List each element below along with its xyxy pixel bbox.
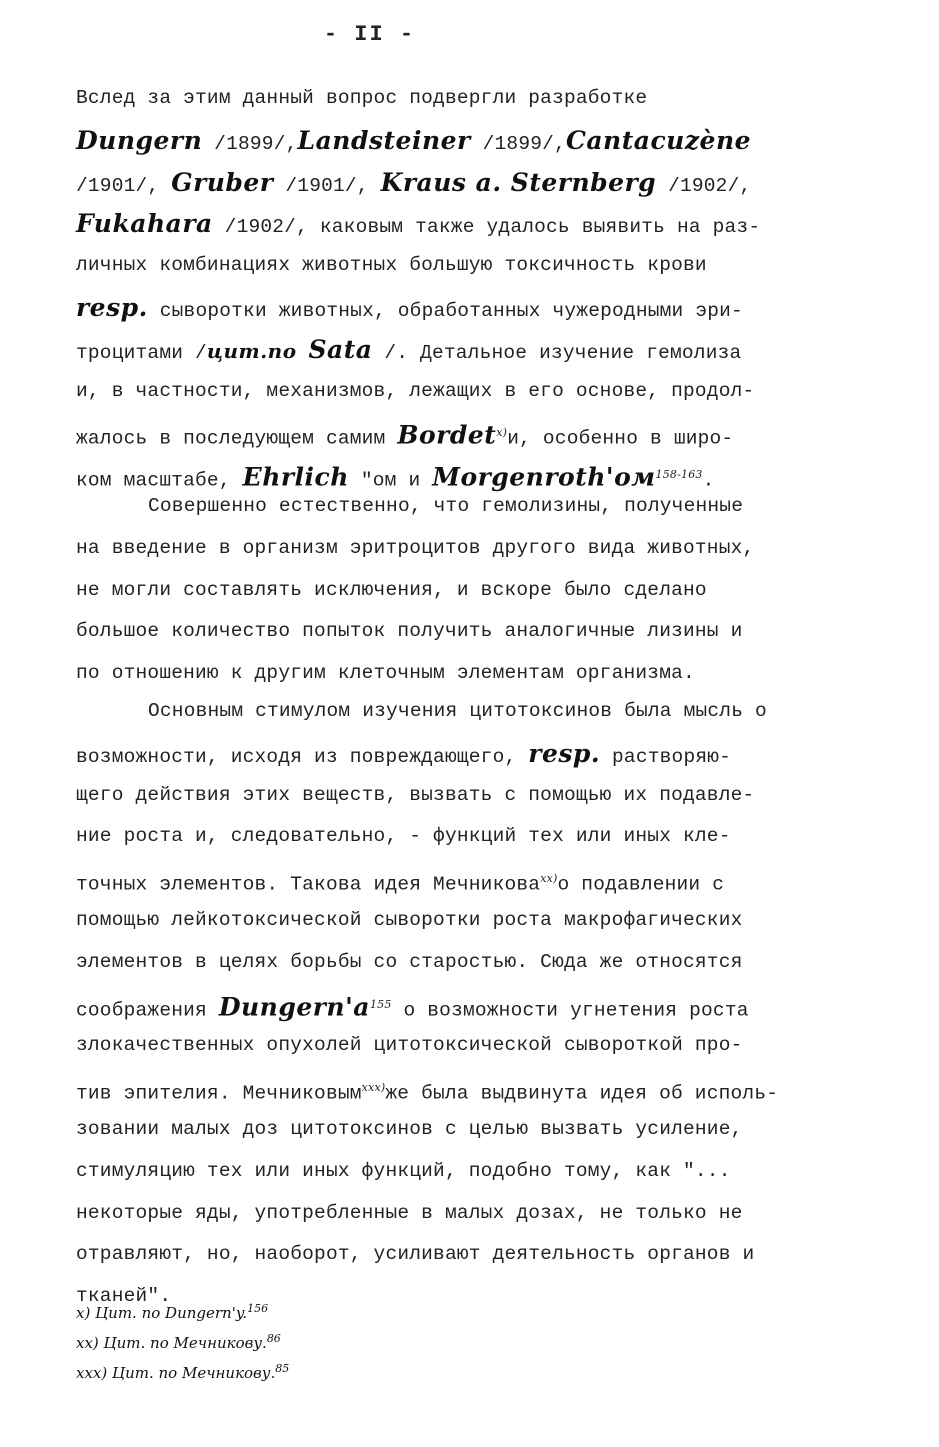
typed-text: отравляют, но, наоборот, усиливают деятельность органов и [76,1243,755,1266]
footnote-reference: x) [496,426,508,440]
typed-text: щего действия этих веществ, вызвать с помощью их подавле- [76,783,755,806]
text-line [76,1234,876,1276]
typed-text: же была выдвинута идея об исполь- [385,1082,779,1105]
footnote-mark: xxx) [76,1364,108,1382]
typed-text: троцитами / [76,341,207,364]
typed-text: "ом и [348,469,433,492]
typed-text: сыворотки животных, обработанных чужеродными эри- [147,299,743,322]
typed-text: Основным стимулом изучения цитотоксинов была мысль о [148,700,767,722]
handwritten-name: Landsteiner [297,125,471,155]
typed-text: жалось в последующем самим [76,427,398,450]
typed-text: /1899/, [202,132,298,155]
text-line [76,570,876,612]
footnote-mark: x) [76,1304,91,1322]
handwritten-name: цит.по [206,338,297,363]
text-line [76,1193,876,1235]
footnote-ref-number: 85 [275,1362,290,1375]
text-line [76,611,876,653]
footnote [76,1296,289,1326]
typed-text: растворяю- [600,745,732,768]
text-line [76,162,876,204]
handwritten-name: Morgenroth'ом [432,462,656,492]
typed-text: и, в частности, механизмов, лежащих в его основе, продол- [76,379,755,402]
typed-text: на введение в организм эритроцитов другого вида животных, [76,536,755,559]
typed-text: /1902/, [656,174,752,197]
typed-text: Совершенно естественно, что гемолизины, полученные [148,495,744,517]
footnote-reference: xxx) [361,1081,386,1095]
text-line [76,1109,876,1151]
typed-text [297,342,309,364]
footnote-reference: 155 [369,997,392,1011]
footnote-text: Цит. по Мечникову. [107,1364,276,1382]
text-line [76,775,876,817]
text-line [76,1151,876,1193]
handwritten-name: Dungern'a [218,992,370,1022]
handwritten-name: resp. [76,292,148,322]
typed-text: возможности, исходя из повреждающего, [76,745,529,768]
footnote-ref-number: 156 [247,1302,269,1315]
typed-text: злокачественных опухолей цитотоксической сывороткой про- [76,1034,743,1057]
text-line [76,1025,876,1067]
text-line [76,329,876,371]
text-line [76,942,876,984]
handwritten-name: Cantacuzène [565,125,752,155]
handwritten-name: resp. [528,738,601,768]
handwritten-name: Sata [308,334,373,364]
footnote [76,1356,289,1386]
typed-text: /1902/, каковым также удалось выявить на раз- [212,216,761,239]
text-line [76,858,876,900]
handwritten-name: Dungern [76,125,203,155]
page-number: - II - [323,22,416,47]
handwritten-name: Fukahara [76,209,213,239]
footnote-mark: xx) [76,1334,99,1352]
typed-text: /1899/, [470,132,566,155]
typed-text: ком масштабе, [76,469,243,492]
paragraph-2 [76,486,876,695]
typed-text: по отношению к другим клеточным элементам организма. [76,662,695,685]
typed-text: соображения [76,999,219,1022]
text-line [76,203,876,245]
text-line [76,1067,876,1109]
text-line [76,486,876,528]
typed-text: тив эпителия. Мечниковым [76,1082,362,1105]
text-line [76,412,876,454]
handwritten-name: Gruber [171,167,274,197]
typed-text: помощью лейкотоксической сыворотки роста макрофагических [76,908,743,931]
typed-text: /1901/, [273,174,381,197]
typed-text: /. Детальное изучение гемолиза [372,341,742,364]
typed-text: личных комбинациях животных большую токсичность крови [76,254,707,277]
typed-text: некоторые яды, употребленные в малых дозах, не только не [76,1201,743,1224]
text-line [76,528,876,570]
text-line [76,287,876,329]
footnote-ref-number: 86 [266,1332,281,1345]
footnotes [76,1296,289,1386]
handwritten-name: Ehrlich [242,462,349,492]
typed-text: не могли составлять исключения, и вскоре было сделано [76,578,707,601]
text-line [76,900,876,942]
text-line [76,245,876,287]
typed-text: и, особенно в широ- [507,427,734,450]
typed-text: /1901/, [76,174,172,197]
typed-text: точных элементов. Такова идея Мечникова [76,873,541,896]
text-line [76,78,876,120]
handwritten-name: Bordet [397,420,497,450]
footnote-text: Цит. по Dungern'y. [90,1304,248,1322]
typed-text: о возможности угнетения роста [391,999,749,1022]
footnote-text: Цит. по Мечникову. [98,1334,267,1352]
typed-text: зовании малых доз цитотоксинов с целью вызвать усиление, [76,1117,743,1140]
typed-text: элементов в целях борьбы со старостью. Сюда же относятся [76,950,743,973]
text-line [76,120,876,162]
text-line [76,816,876,858]
handwritten-name: Kraus a. Sternberg [380,167,657,197]
text-line [76,371,876,413]
text-line [76,984,876,1026]
text-line [76,653,876,695]
typed-text: стимуляцию тех или иных функций, подобно тому, как "... [76,1159,731,1182]
typed-text: ние роста и, следовательно, - функций тех или иных кле- [76,825,731,848]
text-line [76,733,876,775]
footnote [76,1326,289,1356]
paragraph-1 [76,78,876,496]
text-line [76,691,876,733]
footnote-reference: 158-163 [655,468,703,482]
typed-text: тканей". [76,1285,172,1308]
paragraph-3 [76,691,876,1318]
typed-text: Вслед за этим данный вопрос подвергли разработке [76,87,648,109]
footnote-reference: xx) [540,872,558,886]
typed-text: . [702,469,715,492]
typed-text: большое количество попыток получить аналогичные лизины и [76,620,743,643]
typed-text: о подавлении с [557,873,725,896]
